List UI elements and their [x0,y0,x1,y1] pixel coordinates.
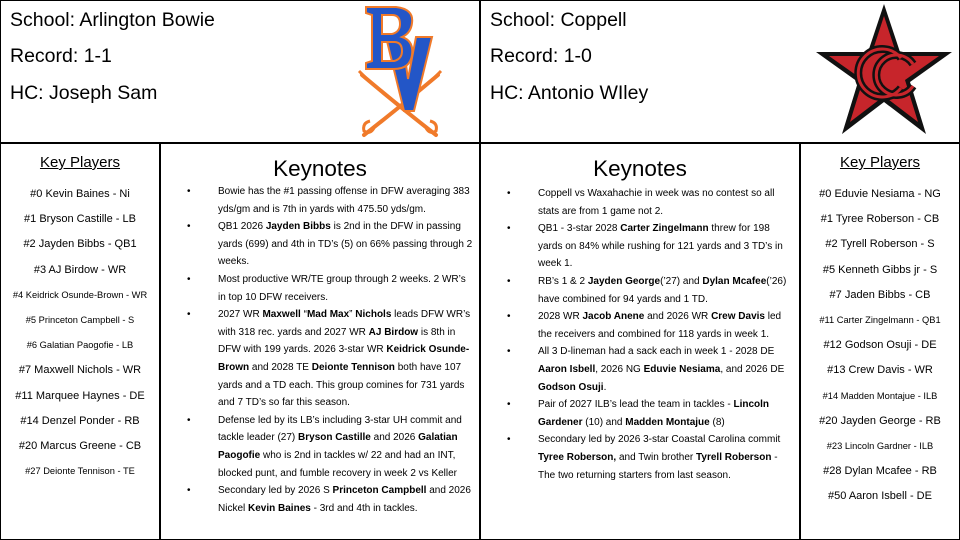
key-player-item: #20 Jayden George - RB [819,414,941,427]
keynote-bullet [161,482,479,517]
keynote-bullet [481,220,799,273]
keynote-text: and 2026 WR [644,311,712,323]
keynote-text: Defense led by its LB’s including 3-star UH commit and tackle leader (27) [218,414,462,444]
keynote-highlight: Bryson Castille [298,432,371,444]
key-player-item: #27 Deionte Tennison - TE [25,466,135,477]
key-player-item: #0 Eduvie Nesiama - NG [819,188,941,200]
keynote-highlight: Crew Davis [711,311,765,323]
key-player-item: #11 Carter Zingelmann - QB1 [819,314,941,325]
keynote-text: Bowie has the #1 passing offense in DFW averaging 383 yds/gm and is 7th in yards with 475.50 yds/gm. [218,186,470,215]
keynote-text: and 2026 [370,432,419,444]
keynote-text: QB1 2026 [218,221,266,233]
keynote-text: is 8th in DFW with 199 yards. 2026 3-star WR [218,326,456,356]
left-school-name: School: Arlington Bowie [10,9,215,31]
left-keynotes-list [161,183,479,517]
key-player-item: #14 Madden Montajue - ILB [822,390,938,401]
key-player-item: #12 Godson Osuji - DE [823,339,937,352]
key-player-item: #28 Dylan Mcafee - RB [823,465,937,478]
keynote-text: (’26) have combined for 94 yards and 1 TD. [538,275,787,305]
right-keynotes-title: Keynotes [593,156,687,181]
right-record: Record: 1-0 [490,45,592,67]
key-player-item: #1 Bryson Castille - LB [24,213,136,226]
keynote-highlight: Dylan Mcafee [702,275,767,287]
key-player-item: #11 Marquee Haynes - DE [15,389,145,402]
keynote-text: 2028 WR [538,311,583,323]
keynote-bullet [161,183,479,218]
keynote-text: , 2026 NG [595,363,644,375]
keynote-text: - 3rd and 4th in tackles. [310,502,418,514]
keynote-text: - The two returning starters from last season. [538,451,778,481]
keynote-highlight: Keidrick Osunde-Brown [218,344,470,373]
key-player-item: #2 Jayden Bibbs - QB1 [23,238,137,251]
right-key-players-panel [800,143,960,540]
keynote-bullet [161,218,479,271]
keynote-text: is 2nd in the DFW in passing yards (699) and 4th in TD’s (5) on 66% passing through 2 weeks. [218,221,473,268]
bv-swords-logo-icon [356,3,444,139]
keynote-text: Secondary led by 2026 3-star Coastal Carolina commit [538,434,781,446]
keynote-text: and 2026 Nickel [218,485,471,514]
right-school-name: School: Coppell [490,9,627,31]
keynote-text: Secondary led by 2026 S [218,485,333,497]
keynote-text: led the receivers and combined for 118 yards in week 1. [538,311,782,340]
right-keynotes-list [481,185,799,484]
keynote-bullet [481,185,799,220]
keynote-highlight: Maxwell [262,309,301,321]
key-player-item: #1 Tyree Roberson - CB [820,213,940,226]
keynote-text: both have 107 yards and a TD each. This group comines for 731 yards and 7 TD’s so far this season. [218,361,465,409]
right-keynotes-panel [480,143,800,540]
keynote-highlight: Deionte Tennison [311,361,395,373]
keynote-text: and 2028 TE [249,361,312,373]
right-key-players-list [801,188,959,515]
left-key-players-panel [0,143,160,540]
keynote-bullet [481,396,799,431]
keynote-text: who is 2nd in tackles w/ 22 and had an INT, blocked punt, and fumble recovery in week 2 vs Keller [218,449,458,479]
keynote-text: Most productive WR/TE group through 2 weeks. 2 WR’s in top 10 DFW receivers. [218,273,466,303]
keynote-text: . [603,381,607,393]
keynote-text: RB’s 1 & 2 [538,275,588,287]
keynote-text: “ [300,309,307,321]
left-key-players-list [1,188,159,490]
key-player-item: #6 Galatian Paogofie - LB [26,340,134,351]
keynote-text: All 3 D-lineman had a sack each in week 1 - 2028 DE [538,346,775,358]
keynote-highlight: Aaron Isbell [538,363,596,375]
key-player-item: #5 Kenneth Gibbs jr - S [822,263,938,276]
keynote-highlight: Madden Montajue [625,416,710,428]
key-player-item: #7 Maxwell Nichols - WR [18,364,142,377]
keynote-text: 2027 WR [218,309,263,321]
keynote-highlight: Jacob Anene [582,311,645,323]
key-player-item: #50 Aaron Isbell - DE [828,490,932,503]
keynote-highlight: Mad Max [306,309,350,321]
key-player-item: #3 AJ Birdow - WR [33,263,127,276]
keynote-highlight: Jayden Bibbs [265,221,331,233]
keynote-highlight: Kevin Baines [248,502,311,514]
keynote-bullet [161,271,479,306]
keynote-highlight: Carter Zingelmann [620,223,709,235]
keynote-bullet [481,343,799,396]
keynote-text: , and 2026 DE [720,363,785,375]
keynote-highlight: Tyree Roberson, [538,451,617,463]
key-player-item: #0 Kevin Baines - Ni [30,188,130,200]
keynote-highlight: Princeton Campbell [332,485,427,497]
keynote-bullet [481,308,799,343]
keynote-text: Pair of 2027 ILB’s lead the team in tackles - [538,399,734,411]
key-player-item: #14 Denzel Ponder - RB [20,414,140,427]
left-keynotes-title: Keynotes [273,156,367,181]
key-player-item: #13 Crew Davis - WR [827,364,933,377]
keynote-text: Coppell vs Waxahachie in week was no contest so all stats are from 1 game not 2. [538,188,775,217]
keynote-text: (’27) and [660,275,703,287]
keynote-text: (10) and [582,416,626,428]
keynote-bullet [161,306,479,412]
keynote-bullet [161,412,479,482]
keynote-text: leads DFW WR’s with 318 rec. yards and 2027 WR [218,309,471,338]
keynote-text: QB1 - 3-star 2028 [538,223,621,235]
left-record: Record: 1-1 [10,45,112,67]
keynote-highlight: Jayden George [587,275,661,287]
key-player-item: #4 Keidrick Osunde-Brown - WR [12,289,148,300]
left-head-coach: HC: Joseph Sam [10,82,158,104]
keynote-highlight: Tyrell Roberson [696,451,772,463]
key-player-item: #23 Lincoln Gardner - ILB [826,440,934,451]
right-key-players-title: Key Players [839,154,921,171]
key-player-item: #20 Marcus Greene - CB [18,439,142,452]
key-player-item: #2 Tyrell Roberson - S [825,238,935,251]
keynote-text: threw for 198 yards on 84% while rushing for 121 yards and 3 TD’s in week 1. [538,223,783,270]
left-key-players-title: Key Players [39,154,121,171]
key-player-item: #7 Jaden Bibbs - CB [829,288,931,301]
keynote-bullet [481,431,799,484]
keynote-text: ” [349,309,356,321]
keynote-text: and Twin brother [616,451,697,463]
keynote-highlight: Eduvie Nesiama [643,363,721,375]
keynote-text: (8) [709,416,725,428]
key-player-item: #5 Princeton Campbell - S [25,314,135,325]
right-head-coach: HC: Antonio WIley [490,82,649,104]
left-team-header [0,0,480,143]
keynote-highlight: Lincoln Gardener [538,399,770,428]
keynote-bullet [481,273,799,308]
keynote-highlight: AJ Birdow [368,326,419,338]
left-keynotes-panel [160,143,480,540]
keynote-highlight: Galatian Paogofie [218,432,458,461]
keynote-highlight: Nichols [355,309,392,321]
coppell-star-logo-icon [813,2,955,140]
keynote-highlight: Godson Osuji [538,381,604,393]
